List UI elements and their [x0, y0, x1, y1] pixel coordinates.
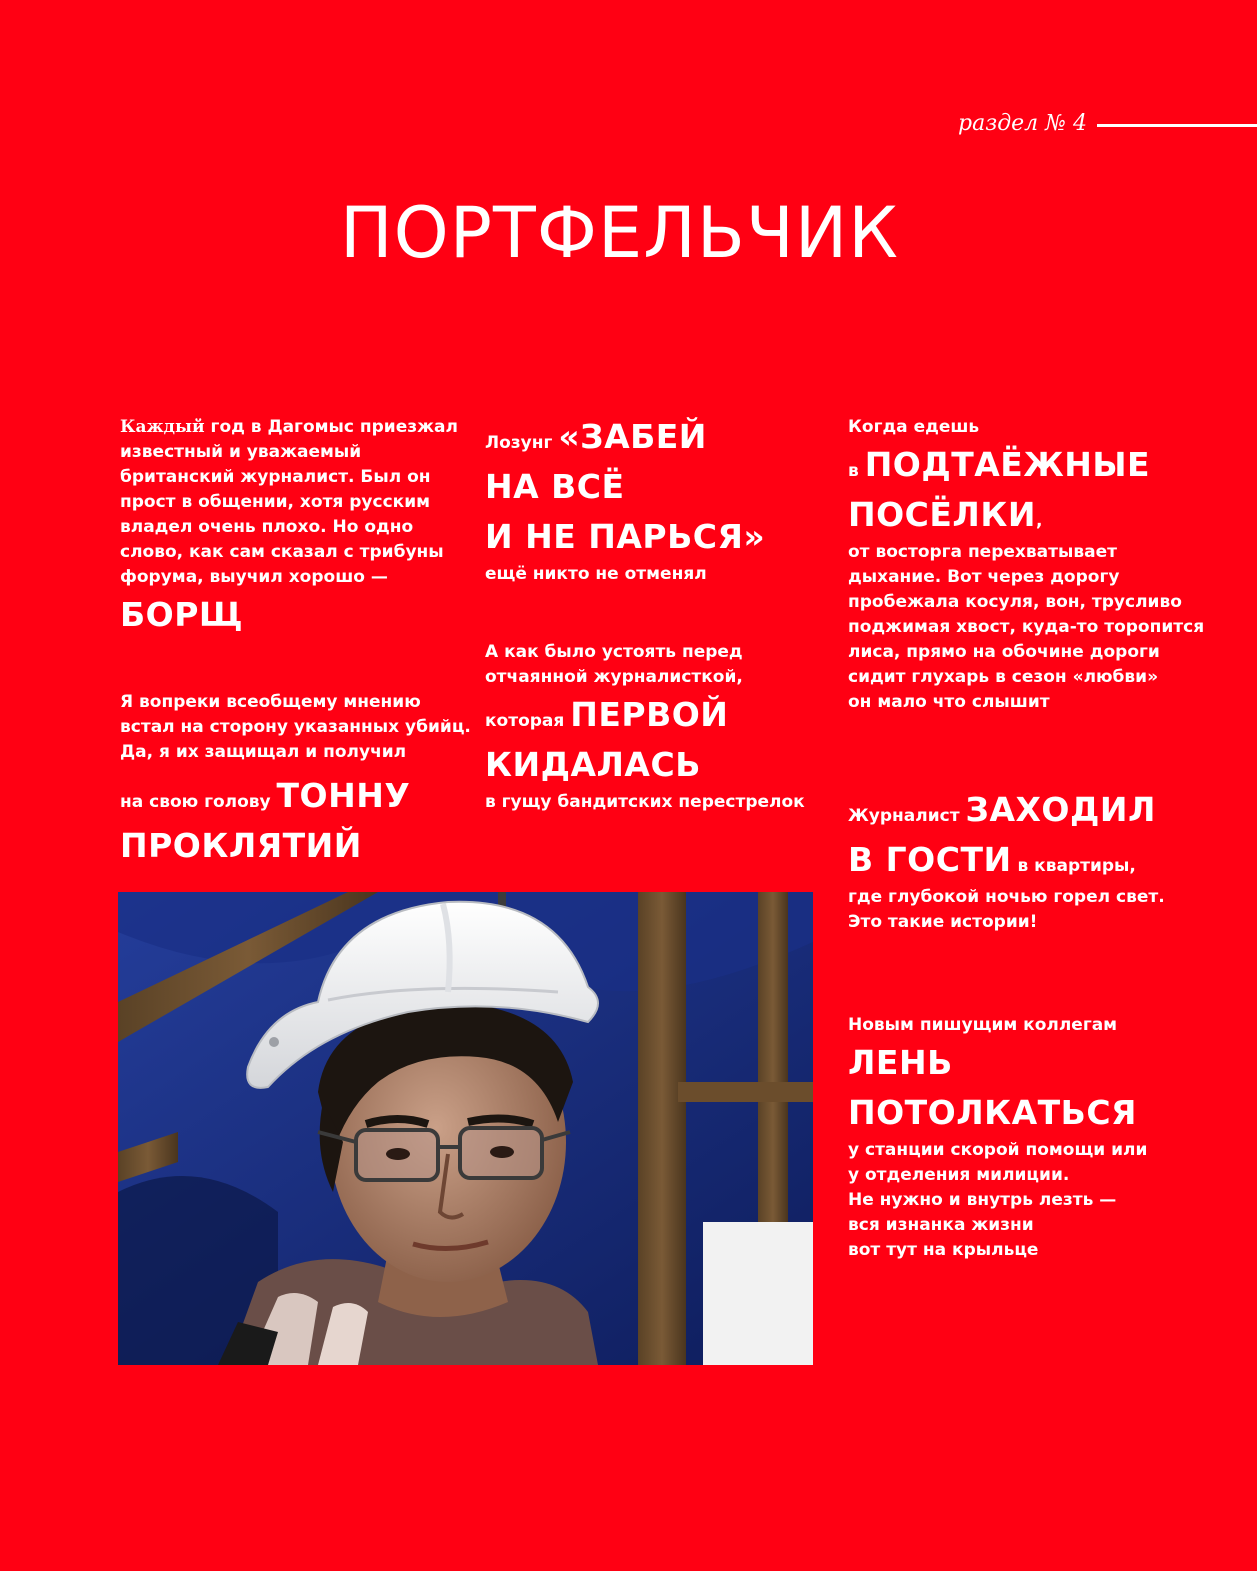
- quote-text: форума, выучил хорошо —: [120, 567, 388, 587]
- quote-text: поджимая хвост, куда-то торопится: [848, 617, 1205, 637]
- quote-text: в: [848, 461, 865, 481]
- quote-text: от восторга перехватывает: [848, 542, 1117, 562]
- quote-text: А как было устоять перед: [485, 642, 743, 662]
- quote-visiting: [848, 785, 1165, 935]
- quote-text: дыхание. Вот через дорогу: [848, 567, 1120, 587]
- quote-text: год в Дагомыс приезжал: [204, 417, 458, 437]
- quote-text: вот тут на крыльце: [848, 1240, 1039, 1260]
- quote-highlight: ПОДТАЁЖНЫЕ: [864, 445, 1151, 484]
- quote-text: пробежала косуля, вон, трусливо: [848, 592, 1182, 612]
- quote-curses: [120, 690, 471, 871]
- quote-highlight: ПОСЁЛКИ: [848, 495, 1036, 534]
- quote-highlight: ПЕРВОЙ: [570, 695, 729, 734]
- quote-text: вся изнанка жизни: [848, 1215, 1034, 1235]
- section-rule: [1097, 124, 1257, 127]
- quote-text: на свою голову: [120, 792, 277, 812]
- quote-highlight: ЗАХОДИЛ: [965, 790, 1156, 829]
- quote-text: отчаянной журналисткой,: [485, 667, 743, 687]
- quote-text: Не нужно и внутрь лезть —: [848, 1190, 1117, 1210]
- quote-highlight: И НЕ ПАРЬСЯ»: [485, 517, 766, 556]
- portrait-photo: [118, 892, 813, 1365]
- quote-text: которая: [485, 711, 571, 731]
- quote-text: в квартиры,: [1011, 856, 1136, 876]
- quote-highlight: «ЗАБЕЙ: [558, 417, 707, 456]
- quote-text: встал на сторону указанных убийц.: [120, 717, 471, 737]
- quote-text: сидит глухарь в сезон «любви»: [848, 667, 1159, 687]
- quote-borsch: [120, 415, 458, 640]
- quote-slogan: [485, 412, 765, 587]
- quote-text: Новым пишущим коллегам: [848, 1015, 1118, 1035]
- page-title: ПОРТФЕЛЬЧИК: [340, 192, 899, 274]
- quote-highlight: НА ВСЁ: [485, 467, 625, 506]
- quote-text: у отделения милиции.: [848, 1165, 1070, 1185]
- quote-text: Я вопреки всеобщему мнению: [120, 692, 421, 712]
- quote-highlight: БОРЩ: [120, 595, 244, 634]
- quote-text: он мало что слышит: [848, 692, 1050, 712]
- quote-text: Да, я их защищал и получил: [120, 742, 407, 762]
- section-label: раздел № 4: [958, 111, 1087, 136]
- quote-highlight: ЛЕНЬ: [848, 1043, 953, 1082]
- quote-text: Журналист: [848, 806, 966, 826]
- quote-text: прост в общении, хотя русским: [120, 492, 431, 512]
- quote-text: ,: [1035, 511, 1043, 531]
- quote-text: британский журналист. Был он: [120, 467, 431, 487]
- quote-text: известный и уважаемый: [120, 442, 362, 462]
- portrait-illustration: [118, 892, 813, 1365]
- quote-text: у станции скорой помощи или: [848, 1140, 1148, 1160]
- quote-text: Когда едешь: [848, 417, 980, 437]
- quote-text: владел очень плохо. Но одно: [120, 517, 414, 537]
- quote-text: слово, как сам сказал с трибуны: [120, 542, 444, 562]
- quote-highlight: ПРОКЛЯТИЙ: [120, 826, 362, 865]
- quote-highlight: ТОННУ: [276, 776, 411, 815]
- quote-text: где глубокой ночью горел свет.: [848, 887, 1165, 907]
- quote-highlight: КИДАЛАСЬ: [485, 745, 701, 784]
- quote-first-rushed: [485, 640, 805, 815]
- quote-lazy: [848, 1013, 1147, 1263]
- quote-text: лиса, прямо на обочине дороги: [848, 642, 1160, 662]
- quote-highlight: В ГОСТИ: [848, 840, 1012, 879]
- quote-text: Это такие истории!: [848, 912, 1038, 932]
- quote-first-word: Каждый: [120, 417, 205, 437]
- quote-taiga: [848, 415, 1204, 715]
- quote-highlight: ПОТОЛКАТЬСЯ: [848, 1093, 1137, 1132]
- quote-text: в гущу бандитских перестрелок: [485, 792, 805, 812]
- quote-text: ещё никто не отменял: [485, 564, 707, 584]
- quote-text: Лозунг: [485, 433, 559, 453]
